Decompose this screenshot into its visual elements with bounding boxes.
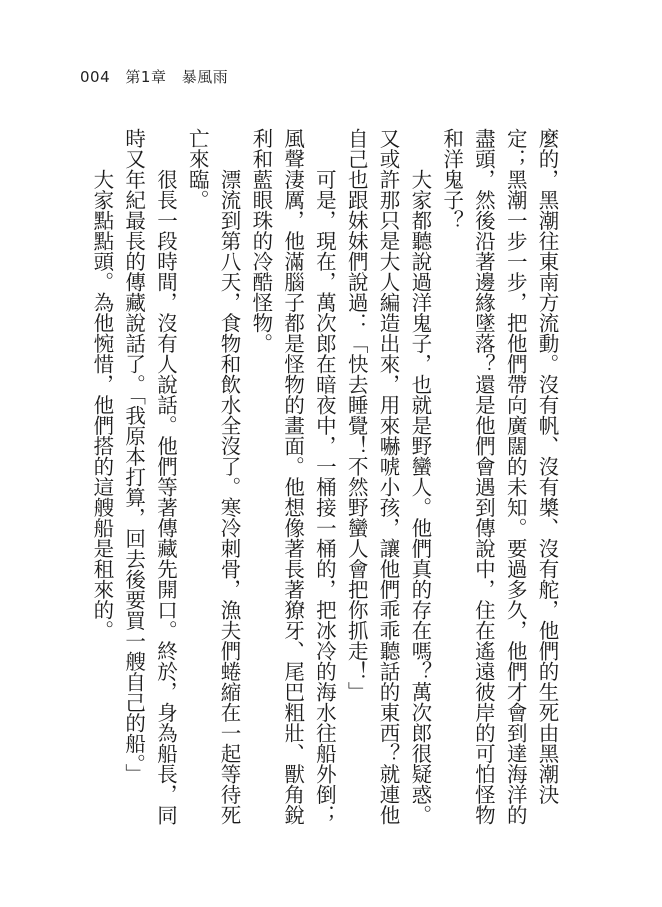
paragraph-1: 麼的，黑潮往東南方流動。沒有帆、沒有槳、沒有舵，他們的生死由黑潮決定；黑潮一步一步，把他們帶向廣闊的未知。要過多久，他們才會到達海洋的盡頭，然後沿著邊緣墜落？還是他們會遇到傳說中，住在遙遠彼岸的可怕怪物和洋鬼子？ [439, 128, 559, 825]
paragraph-5: 很長一段時間，沒有人說話。他們等著傳藏先開口。終於，身為船長，同時又年紀最長的傳藏說話了。「我原本打算，回去後要買一艘自己的船。」 [121, 128, 178, 825]
paragraph-2: 大家都聽說過洋鬼子，也就是野蠻人。他們真的存在嗎？萬次郎很疑惑。又或許那只是大人編造出來，用來嚇唬小孩，讓他們乖乖聽話的東西？就連他自己也跟妹妹們說過：「快去睡覺！不然野蠻人會把你抓走！」 [344, 128, 432, 825]
chapter-label: 第1章 [125, 68, 167, 86]
page-number: 004 [80, 68, 111, 86]
paragraph-6: 大家點點頭。為他惋惜，他們搭的這艘船是租來的。 [89, 169, 114, 641]
chapter-title: 暴風雨 [181, 68, 229, 86]
paragraph-3: 可是，現在，萬次郎在暗夜中，一桶接一桶的，把冰冷的海水往船外倒；風聲淒厲，他滿腦子都是怪物的畫面。他想像著長著獠牙、尾巴粗壯、獸角銳利和藍眼珠的冷酷怪物。 [248, 128, 337, 825]
running-header [80, 66, 238, 87]
paragraph-4: 漂流到第八天，食物和飲水全沒了。寒冷刺骨，漁夫們蜷縮在一起等待死亡來臨。 [185, 128, 242, 825]
body-text [82, 128, 562, 833]
